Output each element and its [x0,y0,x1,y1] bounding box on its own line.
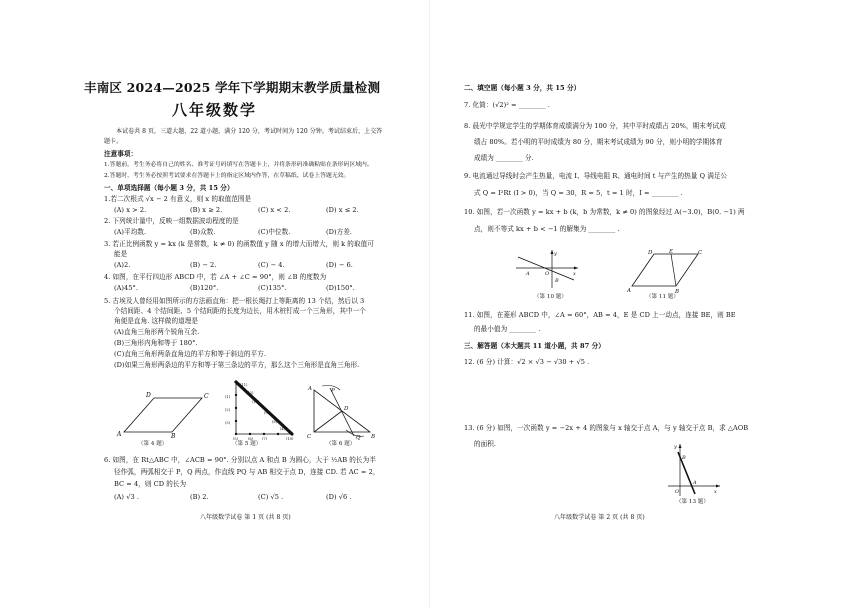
question-9-line-2: 式 Q = I²Rt (I > 0)，当 Q = 30，R = 5，t = 1 时，I = ________ . [474,189,683,197]
question-4-option-a: (A)45°. [114,284,139,292]
question-12: 12. (6 分) 计算：√2 × √3 − √30 + √5 . [464,358,590,366]
question-1: 1.若二次根式 √x − 2 有意义，则 x 的取值范围是 [104,195,252,203]
page-footer-right: 八年级数学试卷 第 2 页 (共 8 页) [554,514,645,521]
question-9-line-1: 9. 电流通过导线时会产生热量，电流 I、导线电阻 R、通电时间 t 与产生的热量 Q 满足公 [464,172,728,180]
fig10-label-x: x [573,271,576,277]
question-13-line-1: 13. (6 分) 如图，一次函数 y = −2x + 4 的图象与 x 轴交于点 A，与 y 轴交于点 B，求 △AOB [464,424,749,432]
fig4-label-c: C [204,393,209,400]
fig11-label-a: A [627,288,631,294]
question-3-line-2: 能是 [114,250,128,258]
question-6-option-c: (C) √5 . [258,493,284,501]
figure-11-caption: （第 11 题） [646,294,679,300]
fig6-label-q: Q [356,435,361,440]
fig6-label-b: B [371,434,376,440]
question-1-option-a: (A) x > 2. [114,206,147,214]
question-2: 2. 下列统计量中，反映一组数据波动程度的是 [104,217,239,225]
fig5-label-3: (3) [225,421,231,425]
figure-13-caption: （第 13 题） [676,499,709,505]
question-11-line-1: 11. 如图，在菱形 ABCD 中，∠A = 60°，AB = 4，E 是 CD 上一动点，连接 BE，则 BE [464,311,736,319]
question-5-line-2: 个结间距、4 个结间距、5 个结间距的长度为边长，用木桩钉成一个三角形，其中一个 [114,307,366,315]
fig10-label-b: B [555,278,559,284]
exam-intro-line-2: 题卡。 [104,138,123,145]
fig10-label-o: O [545,271,550,277]
question-8-line-2: 绩占 80%。若小明的平时成绩为 80 分，期末考试成绩为 90 分，则小明的学期体育 [474,138,723,146]
question-6-option-a: (A) √3 . [114,493,139,501]
fig4-label-b: B [171,433,176,438]
question-6-line-3: BC = 4，则 CD 的长为 [114,480,187,488]
fig5-label-10: (10) [286,437,294,440]
question-5-line-1: 5. 古埃及人曾经用如图所示的方法画直角：把一根长绳打上等距离的 13 个结，然后以 3 [104,297,365,305]
question-3-option-b: (B) − 2. [190,261,217,269]
question-13-line-2: 的面积. [474,440,497,448]
question-6-line-1: 6. 如图，在 Rt△ABC 中，∠ACB = 90°. 分别以点 A 和点 B 为圆心，大于 ½AB 的长为半 [104,456,376,464]
question-2-option-c: (C)中位数. [258,228,291,236]
fig5-label-4: (4) [280,427,286,431]
fig6-label-c: C [307,434,312,440]
question-3-line-1: 3. 若正比例函数 y = kx (k 是常数，k ≠ 0) 的函数值 y 随 x 的增大而增大，则 k 的取值可 [104,240,374,248]
figure-6-right-triangle-bisector [300,382,380,440]
figure-4-parallelogram [116,386,212,438]
fig13-label-x: x [714,489,717,495]
fig5-label-11: (11) [240,383,248,387]
question-4-option-c: (C)135°. [258,284,287,292]
notice-item-1: 1.答题前，考生务必将自己的姓名、准考证号码填写在答题卡上，并将条形码准确粘贴在条形码区域内。 [104,162,373,168]
section-2-heading: 二、填空题（每小题 3 分，共 15 分） [464,84,581,92]
question-5-option-d: (D)如果三角形两条边的平方和等于第三条边的平方，那么这个三角形是直角三角形. [114,361,360,369]
figure-5-knotted-rope-triangle [222,376,298,440]
page-footer-left: 八年级数学试卷 第 1 页 (共 8 页) [200,514,291,521]
question-1-option-b: (B) x ≥ 2. [190,206,223,214]
question-6-option-b: (B) 2. [190,493,209,501]
fig5-label-13: (13) [252,400,260,404]
figure-6-caption: （第 6 题） [326,441,356,447]
question-8-line-1: 8. 晨光中学规定学生的学期体育成绩满分为 100 分，其中平时成绩占 20%，期末考试成 [464,122,726,130]
fig11-label-b: B [675,289,680,294]
question-2-option-a: (A)平均数. [114,228,147,236]
figure-13-linear-graph [666,440,722,498]
section-3-heading: 三、解答题（本大题共 11 道小题，共 87 分） [464,342,605,350]
question-4-option-b: (B)120°. [190,284,219,292]
question-11-line-2: 的最小值为 ________ . [474,325,541,333]
fig6-label-d: D [344,406,349,412]
fig5-label-7: (7) [262,437,268,440]
fig5-label-2: (2) [225,408,231,412]
section-1-heading: 一、单项选择题（每小题 3 分，共 15 分） [104,184,234,192]
question-1-option-c: (C) x < 2. [258,206,291,214]
exam-page-right [430,0,860,608]
figure-11-rhombus [626,248,704,294]
exam-intro-line-1: 本试卷共 8 页，三道大题，22 道小题，满分 120 分，考试时间为 120 分钟。考试结束后，上交答 [116,128,383,135]
fig11-label-e: E [669,249,674,255]
fig10-label-y: y [554,251,557,257]
notice-title: 注意事项： [104,150,138,158]
question-2-option-b: (B)众数. [190,228,216,236]
figure-5-caption: （第 5 题） [232,441,262,447]
question-4: 4. 如图，在平行四边形 ABCD 中，若 ∠A + ∠C = 90°，则 ∠B 的度数为 [104,273,327,281]
fig5-label-6: (6) [248,437,254,440]
question-10-line-1: 10. 如图，若一次函数 y = kx + b (k，b 为常数，k ≠ 0) 的图象经过 A(−3.0)，B(0. −1) 两 [464,208,745,216]
question-5-line-3: 角便是直角. 这样做的道理是 [114,317,199,325]
fig5-label-9: (9) [264,411,270,415]
fig5-label-1: (1) [225,395,231,399]
fig6-label-p: P [331,388,335,394]
question-3-option-a: (A)2. [114,261,131,269]
notice-item-2: 2.答题时，考生务必按照考试要求在答题卡上的指定区域内作答，在草稿纸、试卷上答题无效。 [104,173,350,179]
question-10-line-2: 点，则不等式 kx + b < −1 的解集为 ________ . [474,225,620,233]
fig13-label-a: A [693,480,697,486]
fig4-label-d: D [146,392,151,399]
question-6-line-2: 径作弧，两弧相交于 P，Q 两点，作直线 PQ 与 AB 相交于点 D，连接 CD. 若 AC = 2， [114,468,380,476]
question-2-option-d: (D)方差. [326,228,353,236]
exam-title: 丰南区 2024—2025 学年下学期期末教学质量检测 [84,80,381,95]
fig5-label-5: (5) [233,437,239,440]
exam-subject-title: 八年级数学 [172,101,258,119]
question-6-option-d: (D) √6 . [326,493,352,501]
question-5-option-b: (B)三角形内角和等于 180°. [114,339,198,347]
question-7: 7. 化简：(√2)² = ________ . [464,101,550,109]
question-3-option-d: (D) − 6. [326,261,353,269]
figure-4-caption: （第 4 题） [138,441,168,447]
fig13-label-b: B [682,455,686,461]
fig13-label-o: O [675,489,680,495]
question-3-option-c: (C) − 4. [258,261,285,269]
question-5-option-c: (C)直角三角形两条直角边的平方和等于斜边的平方. [114,350,267,358]
fig11-label-d: D [648,250,653,256]
question-4-option-d: (D)150°. [326,284,355,292]
fig5-label-12: (12) [246,391,254,395]
question-8-line-3: 成绩为 ________ 分. [474,154,534,162]
question-5-option-a: (A)直角三角形两个锐角互余. [114,328,200,336]
figure-10-caption: （第 10 题） [534,294,567,300]
question-1-option-d: (D) x ≤ 2. [326,206,359,214]
fig13-label-y: y [674,444,677,450]
fig4-label-a: A [117,431,122,438]
fig10-label-a: A [526,271,530,277]
figure-10-linear-graph [514,248,580,290]
fig5-label-8: (8) [272,420,278,424]
fig11-label-c: C [698,250,703,256]
fig6-label-a: A [308,386,312,392]
